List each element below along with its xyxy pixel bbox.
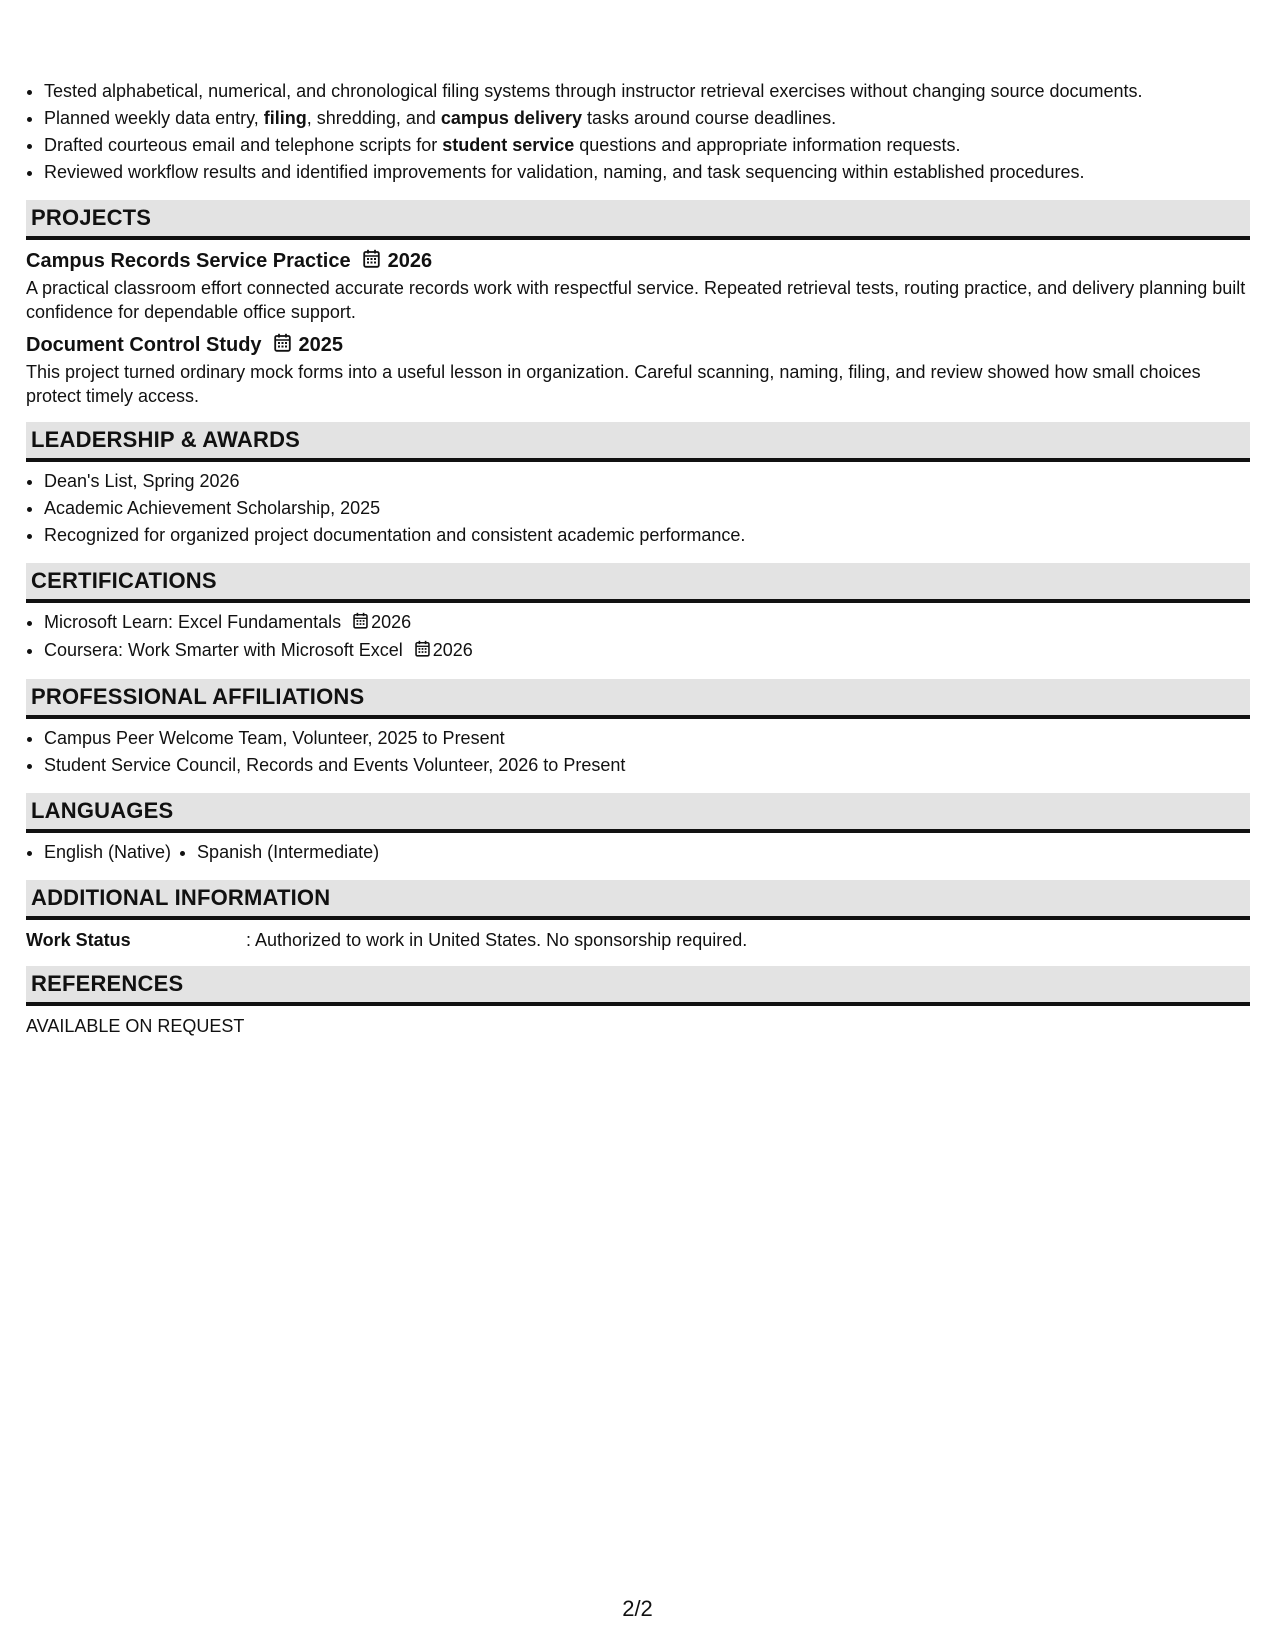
additional-info-section [26, 880, 1250, 952]
languages-list [26, 839, 1250, 866]
affiliations-heading: PROFESSIONAL AFFILIATIONS [26, 679, 1250, 719]
project-description: A practical classroom effort connected accurate records work with respectful service. Repeated retrieval tests, routing practice, and delivery planning built confidence for dependable office support. [26, 278, 1246, 322]
leadership-heading: LEADERSHIP & AWARDS [26, 422, 1250, 462]
project-description: This project turned ordinary mock forms into a useful lesson in organization. Careful scanning, naming, filing, and review showed how small choices protect timely access. [26, 362, 1201, 406]
experience-bullet-list [26, 78, 1250, 186]
certification-item [44, 609, 1250, 637]
languages-section [26, 793, 1250, 866]
page-number: 2/2 [622, 1596, 653, 1621]
experience-bullet [44, 78, 1250, 105]
resume-page [26, 78, 1250, 1037]
references-heading: REFERENCES [26, 966, 1250, 1006]
list-item: • Recognized for organized project documentation and consistent academic performance. [44, 522, 1250, 549]
references-text: AVAILABLE ON REQUEST [26, 1015, 245, 1036]
bold-keyword: filing [263, 108, 307, 128]
work-status-label: Work Status [26, 929, 131, 950]
certification-year: 2026 [371, 612, 412, 632]
work-status-row [26, 928, 1250, 952]
project-title: Campus Records Service Practice [26, 249, 351, 272]
project-year: 2025 [298, 333, 344, 356]
project-year: 2026 [387, 249, 433, 272]
bold-keyword: student service [442, 135, 575, 155]
bullet-text: , shredding, and [306, 108, 441, 128]
experience-bullet [44, 159, 1250, 186]
list-item: • Dean's List, Spring 2026 [44, 468, 1250, 495]
bullet-text: questions and appropriate information requests. [574, 135, 961, 155]
affiliations-list [26, 725, 1250, 779]
certifications-heading: CERTIFICATIONS [26, 563, 1250, 603]
language-item: • Spanish (Intermediate) [197, 839, 379, 866]
bullet-text: Reviewed workflow results and identified improvements for validation, naming, and task sequencing within established procedures. [44, 162, 1085, 182]
project-entry [26, 248, 1250, 324]
language-item: • English (Native) [44, 839, 171, 866]
certification-year: 2026 [432, 639, 473, 660]
certification-name: Microsoft Learn: Excel Fundamentals [44, 612, 342, 632]
certification-name: Coursera: Work Smarter with Microsoft Excel [44, 639, 403, 660]
bullet-text: tasks around course deadlines. [581, 108, 837, 128]
list-item: • Student Service Council, Records and Events Volunteer, 2026 to Present [44, 752, 1250, 779]
calendar-icon [274, 333, 291, 358]
leadership-list [26, 468, 1250, 549]
affiliations-section [26, 679, 1250, 779]
project-entry [26, 332, 1250, 408]
certifications-section [26, 563, 1250, 665]
projects-heading: PROJECTS [26, 200, 1250, 240]
calendar-icon [363, 249, 380, 274]
list-item: • Academic Achievement Scholarship, 2025 [44, 495, 1250, 522]
references-section [26, 966, 1250, 1037]
calendar-icon [415, 638, 430, 665]
work-status-value: : Authorized to work in United States. No sponsorship required. [246, 929, 748, 950]
languages-heading: LANGUAGES [26, 793, 1250, 833]
additional-info-heading: ADDITIONAL INFORMATION [26, 880, 1250, 920]
project-title: Document Control Study [26, 333, 262, 356]
leadership-section [26, 422, 1250, 549]
certification-item [44, 637, 1250, 665]
bullet-text: Planned weekly data entry, [44, 108, 264, 128]
certifications-list [26, 609, 1250, 665]
experience-bullet [44, 132, 1250, 159]
bullet-text: Drafted courteous email and telephone scripts for [44, 135, 443, 155]
bold-keyword: campus delivery [440, 108, 582, 128]
list-item: • Campus Peer Welcome Team, Volunteer, 2025 to Present [44, 725, 1250, 752]
calendar-icon [353, 610, 368, 637]
bullet-text: Tested alphabetical, numerical, and chronological filing systems through instructor retrieval exercises without changing source documents. [44, 81, 1143, 101]
experience-bullet [44, 105, 1250, 132]
projects-section [26, 200, 1250, 408]
